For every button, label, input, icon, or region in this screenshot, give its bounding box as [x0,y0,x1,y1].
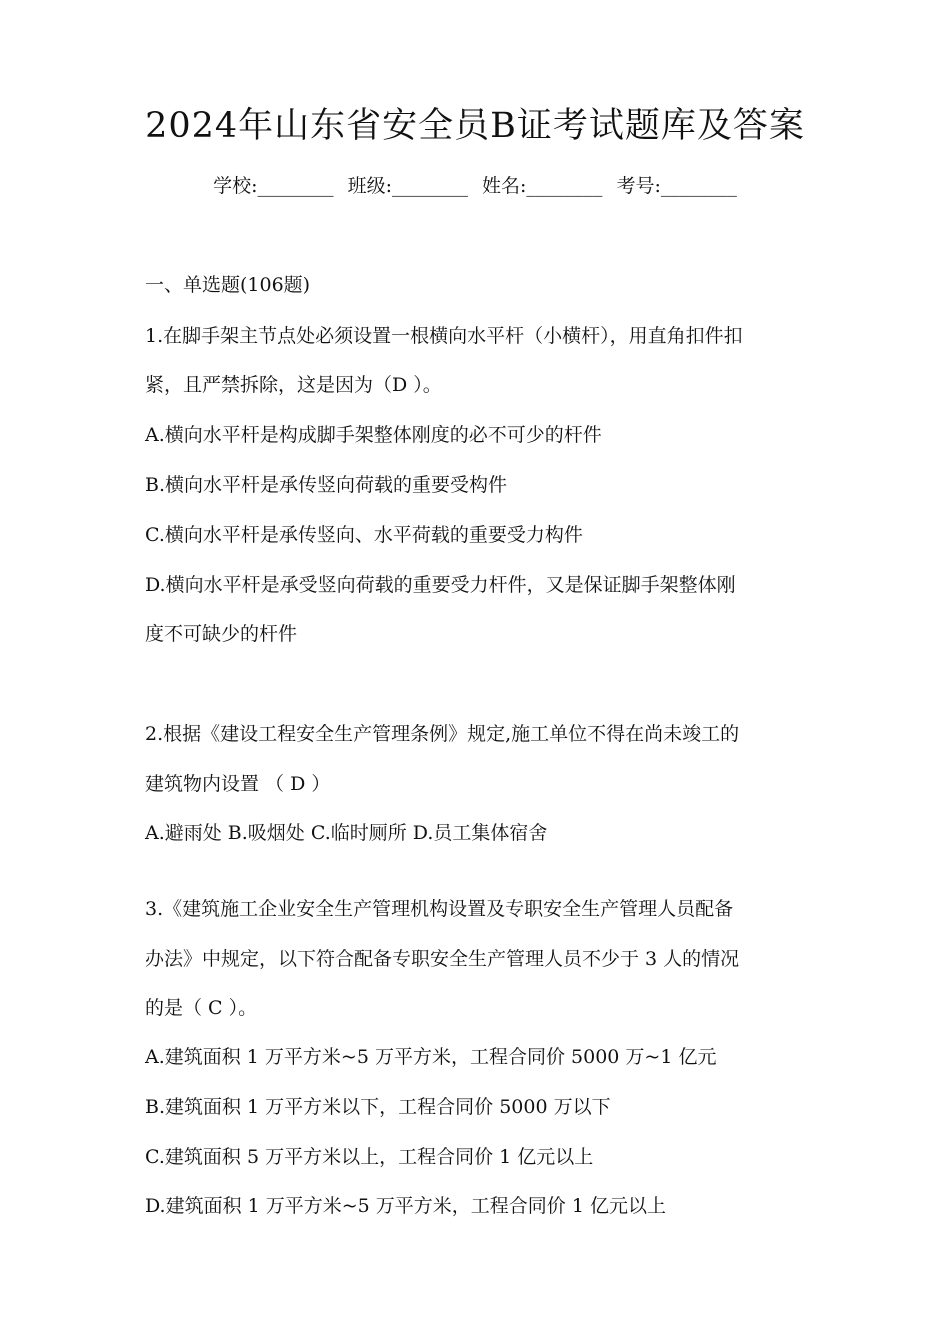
q1-option-d-line-1: D.横向水平杆是承受竖向荷载的重要受力杆件，又是保证脚手架整体刚 [145,574,736,596]
q1-option-a: A.横向水平杆是构成脚手架整体刚度的必不可少的杆件 [145,424,602,446]
q1-stem-line-2: 紧，且严禁拆除，这是因为（D ）。 [145,374,442,396]
exam-number-field: 考号:________ [616,175,737,197]
q1-stem-line-1: 1.在脚手架主节点处必须设置一根横向水平杆（小横杆），用直角扣件扣 [145,325,743,347]
q3-option-c: C.建筑面积 5 万平方米以上，工程合同价 1 亿元以上 [145,1146,594,1168]
q3-option-b: B.建筑面积 1 万平方米以下，工程合同价 5000 万以下 [145,1096,611,1118]
q2-stem-line-2: 建筑物内设置 （ D ） [145,773,331,795]
q3-stem-line-2: 办法》中规定，以下符合配备专职安全生产管理人员不少于 3 人的情况 [145,948,740,970]
q3-option-d: D.建筑面积 1 万平方米~5 万平方米，工程合同价 1 亿元以上 [145,1195,666,1217]
q1-option-b: B.横向水平杆是承传竖向荷载的重要受构件 [145,474,508,496]
q3-stem-line-3: 的是（ C ）。 [145,997,258,1019]
student-info-line [0,171,950,201]
class-field: 班级:________ [347,175,468,197]
q2-stem-line-1: 2.根据《建设工程安全生产管理条例》规定,施工单位不得在尚未竣工的 [145,723,740,745]
q3-stem-line-1: 3.《建筑施工企业安全生产管理机构设置及专职安全生产管理人员配备 [145,898,734,920]
q1-option-d-line-2: 度不可缺少的杆件 [145,623,298,645]
q3-option-a: A.建筑面积 1 万平方米~5 万平方米，工程合同价 5000 万~1 亿元 [145,1046,717,1068]
section-heading: 一、单选题(106题) [145,274,311,296]
q2-options: A.避雨处 B.吸烟处 C.临时厕所 D.员工集体宿舍 [145,822,548,844]
q1-option-c: C.横向水平杆是承传竖向、水平荷载的重要受力构件 [145,524,583,546]
name-field: 姓名:________ [482,175,603,197]
document-title: 2024年山东省安全员B证考试题库及答案 [145,106,805,146]
school-field: 学校:________ [213,175,334,197]
